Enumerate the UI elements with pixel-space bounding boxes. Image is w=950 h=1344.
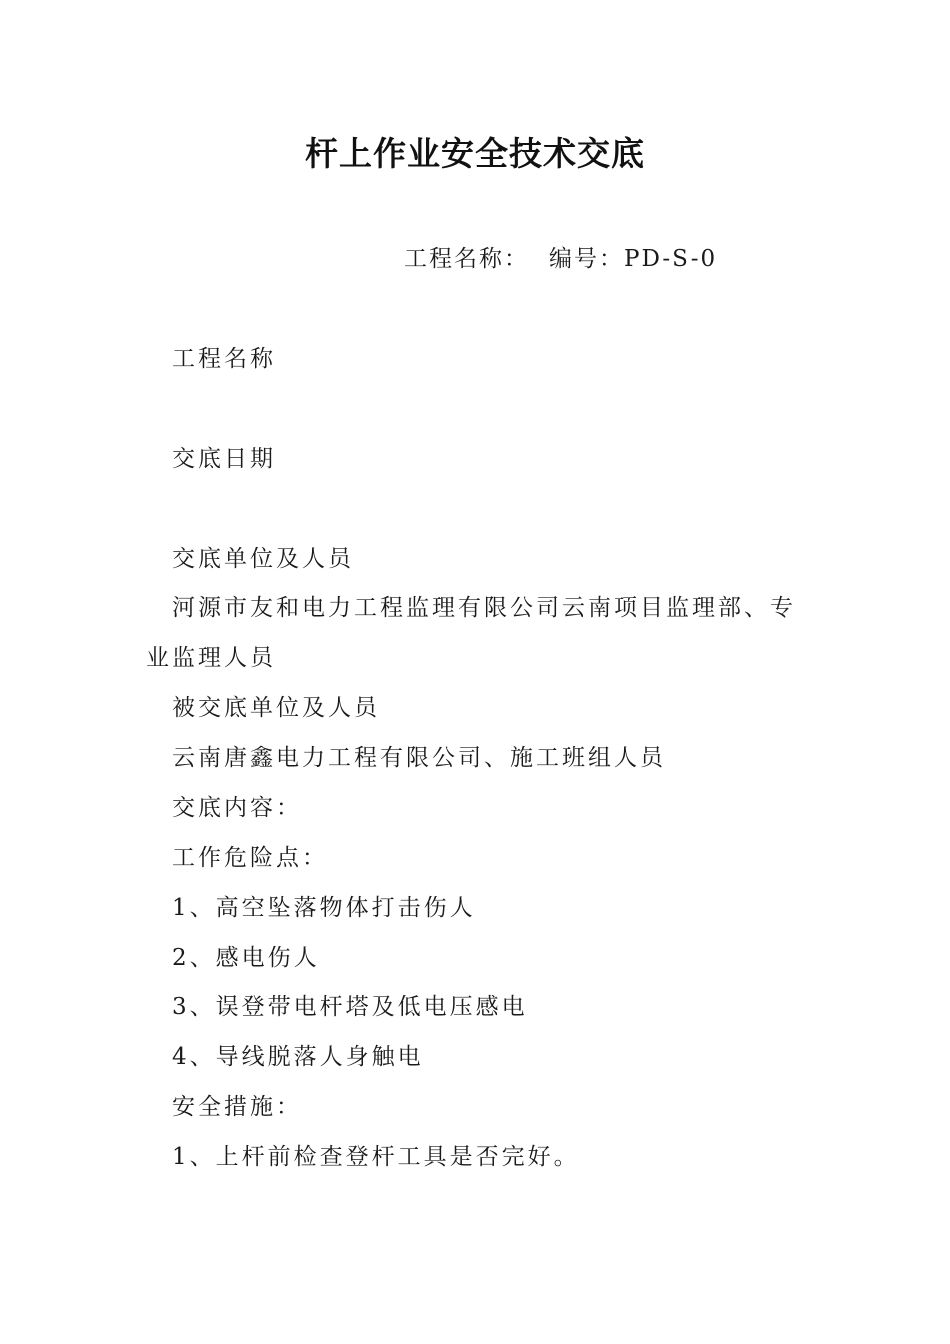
measure-item: 1、上杆前检查登杆工具是否完好。 <box>172 1144 580 1170</box>
project-name-label: 工程名称 <box>172 346 276 372</box>
date-label: 交底日期 <box>172 446 276 472</box>
issuer-label: 交底单位及人员 <box>172 546 354 572</box>
issuer-value-line2: 业监理人员 <box>146 645 276 671</box>
receiver-value: 云南唐鑫电力工程有限公司、施工班组人员 <box>172 745 666 771</box>
hazard-item: 3、误登带电杆塔及低电压感电 <box>172 994 528 1020</box>
measures-heading: 安全措施： <box>172 1094 302 1120</box>
document-meta-line <box>404 240 717 273</box>
header-project-label: 工程名称： <box>404 246 529 272</box>
content-label: 交底内容： <box>172 795 302 821</box>
document-title: 杆上作业安全技术交底 <box>305 134 645 173</box>
header-code: 编号：PD-S-0 <box>549 246 718 272</box>
hazard-item: 2、感电伤人 <box>172 945 320 971</box>
hazard-item: 4、导线脱落人身触电 <box>172 1044 424 1070</box>
receiver-label: 被交底单位及人员 <box>172 695 380 721</box>
hazard-item: 1、高空坠落物体打击伤人 <box>172 895 476 921</box>
issuer-value-line1: 河源市友和电力工程监理有限公司云南项目监理部、专 <box>172 595 796 621</box>
hazards-heading: 工作危险点： <box>172 845 328 871</box>
